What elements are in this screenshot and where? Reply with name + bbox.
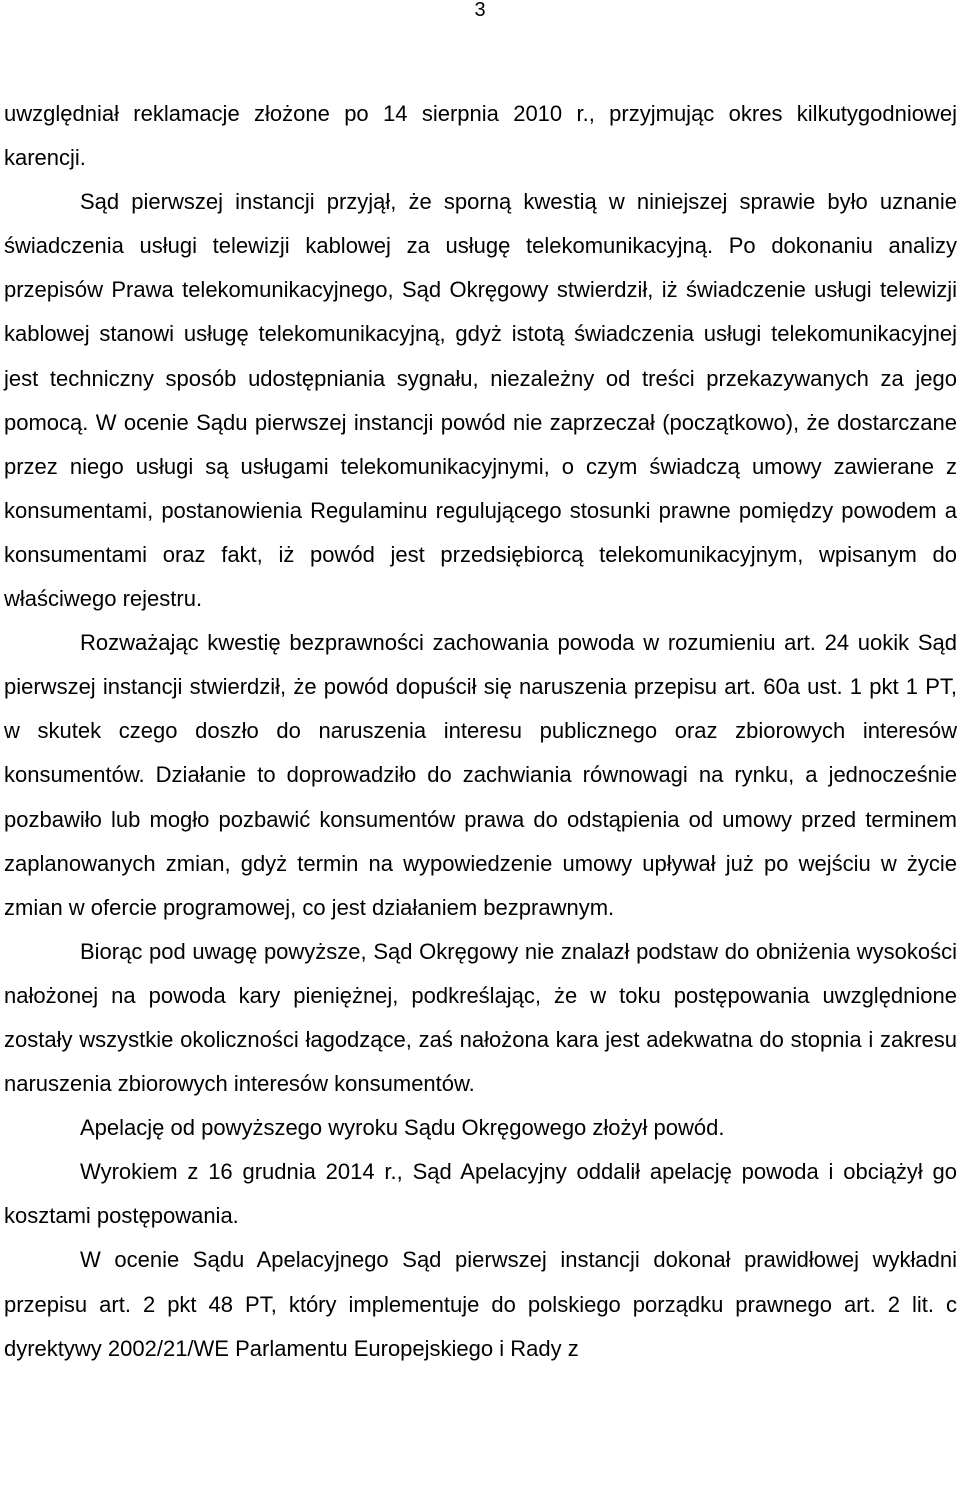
paragraph-first-instance-finding: Sąd pierwszej instancji przyjął, że sporną kwestią w niniejszej sprawie było uznanie świadczenia usługi telewizji kablowej za usługę telekomunikacyjną. Po dokonaniu analizy przepisów Prawa telekomunikacyjnego, Sąd Okręgowy stwierdził, iż świadczenie usługi telewizji kablowej stanowi usługę telekomunikacyjną, gdyż istotą świadczenia usługi telekomunikacyjnej jest techniczny sposób udostępniania sygnału, niezależny od treści przekazywanych za jego pomocą. W ocenie Sądu pierwszej instancji powód nie zaprzeczał (początkowo), że dostarczane przez niego usługi są usługami telekomunikacyjnymi, o czym świadczą umowy zawierane z konsumentami, postanowienia Regulaminu regulującego stosunki prawne pomiędzy powodem a konsumentami oraz fakt, iż powód jest przedsiębiorcą telekomunikacyjnym, wpisanym do właściwego rejestru. [4, 189, 957, 612]
page-number: 3 [474, 0, 486, 21]
paragraph-unlawfulness: Rozważając kwestię bezprawności zachowania powoda w rozumieniu art. 24 uokik Sąd pierwszej instancji stwierdził, że powód dopuścił się naruszenia przepisu art. 60a ust. 1 pkt 1 PT, w skutek czego doszło do naruszenia interesu publicznego oraz zbiorowych interesów konsumentów. Działanie to doprowadziło do zachwiania równowagi na rynku, a jednocześnie pozbawiło lub mogło pozbawić konsumentów prawa do odstąpienia od umowy przed terminem zaplanowanych zmian, gdyż termin na wypowiedzenie umowy upływał już po wejściu w życie zmian w ofercie programowej, co jest działaniem bezprawnym. [4, 630, 957, 920]
paragraph-judgment: Wyrokiem z 16 grudnia 2014 r., Sąd Apelacyjny oddalił apelację powoda i obciążył go kosztami postępowania. [4, 1159, 957, 1229]
document-body [4, 92, 957, 1371]
paragraph-appeal: Apelację od powyższego wyroku Sądu Okręgowego złożył powód. [80, 1115, 725, 1141]
paragraph-continuation: uwzględniał reklamacje złożone po 14 sierpnia 2010 r., przyjmując okres kilkutygodniowej karencji. [4, 101, 957, 171]
paragraph-appellate-court: W ocenie Sądu Apelacyjnego Sąd pierwszej instancji dokonał prawidłowej wykładni przepisu art. 2 pkt 48 PT, który implementuje do polskiego porządku prawnego art. 2 lit. c dyrektywy 2002/21/WE Parlamentu Europejskiego i Rady z [4, 1247, 957, 1361]
paragraph-penalty: Biorąc pod uwagę powyższe, Sąd Okręgowy nie znalazł podstaw do obniżenia wysokości nałożonej na powoda kary pieniężnej, podkreślając, że w toku postępowania uwzględnione zostały wszystkie okoliczności łagodzące, zaś nałożona kara jest adekwatna do stopnia i zakresu naruszenia zbiorowych interesów konsumentów. [4, 938, 957, 1097]
